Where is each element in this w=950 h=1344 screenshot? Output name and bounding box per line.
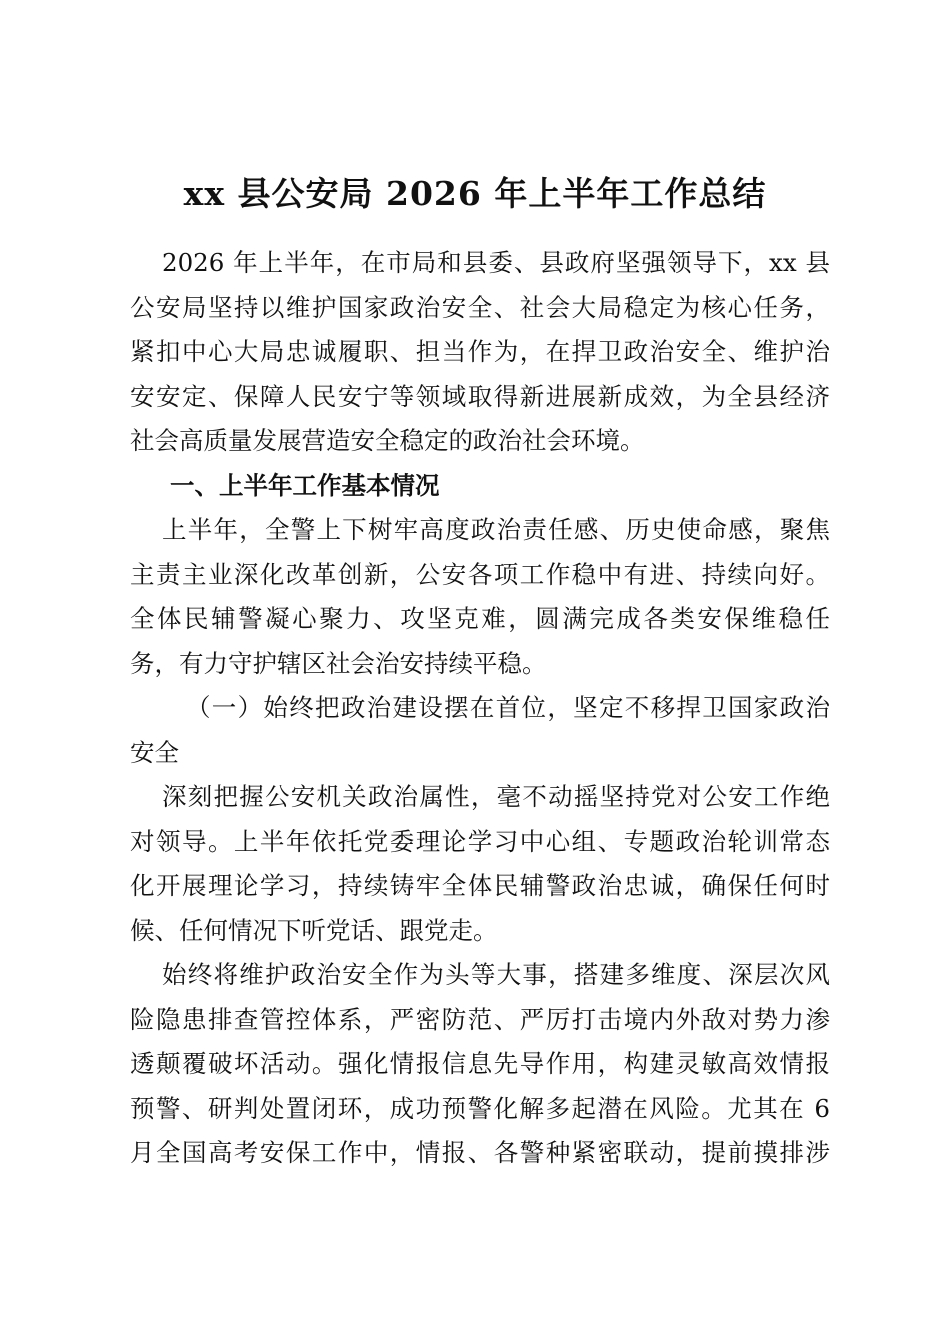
paragraph-line: 主责主业深化改革创新，公安各项工作稳中有进、持续向好。 (130, 559, 830, 589)
subsection-heading-continued: 安全 (130, 737, 179, 767)
paragraph-line: 化开展理论学习，持续铸牢全体民辅警政治忠诚，确保任何时 (130, 871, 830, 900)
paragraph-line: 对领导。上半年依托党委理论学习中心组、专题政治轮训常态 (130, 826, 830, 856)
paragraph-line: 始终将维护政治安全作为头等大事，搭建多维度、深层次风 (162, 960, 830, 989)
document-body (130, 241, 830, 1176)
paragraph-line: 公安局坚持以维护国家政治安全、社会大局稳定为核心任务， (130, 292, 830, 322)
paragraph-line: 上半年，全警上下树牢高度政治责任感、历史使命感，聚焦 (162, 515, 830, 544)
paragraph-line: 2026 年上半年，在市局和县委、县政府坚强领导下，xx 县 (162, 248, 830, 277)
paragraph-line: 紧扣中心大局忠诚履职、担当作为，在捍卫政治安全、维护治 (130, 337, 830, 366)
subsection-heading: （一）始终把政治建设摆在首位，坚定不移捍卫国家政治 (186, 693, 830, 722)
paragraph-line: 务，有力守护辖区社会治安持续平稳。 (130, 648, 547, 678)
section-heading: 一、上半年工作基本情况 (170, 470, 440, 500)
paragraph-line: 候、任何情况下听党话、跟党走。 (130, 915, 498, 945)
paragraph-line: 透颠覆破坏活动。强化情报信息先导作用，构建灵敏高效情报 (130, 1049, 830, 1078)
paragraph-line: 深刻把握公安机关政治属性，毫不动摇坚持党对公安工作绝 (162, 782, 830, 811)
document-title: xx 县公安局 2026 年上半年工作总结 (183, 174, 767, 213)
paragraph-line: 全体民辅警凝心聚力、攻坚克难，圆满完成各类安保维稳任 (130, 604, 830, 633)
paragraph-line: 险隐患排查管控体系，严密防范、严厉打击境内外敌对势力渗 (130, 1004, 830, 1034)
paragraph-line: 安安定、保障人民安宁等领域取得新进展新成效，为全县经济 (130, 381, 830, 411)
paragraph-line: 社会高质量发展营造安全稳定的政治社会环境。 (130, 426, 645, 455)
paragraph-line: 预警、研判处置闭环，成功预警化解多起潜在风险。尤其在 6 (130, 1093, 830, 1123)
paragraph-line: 月全国高考安保工作中，情报、各警种紧密联动，提前摸排涉 (130, 1138, 830, 1167)
